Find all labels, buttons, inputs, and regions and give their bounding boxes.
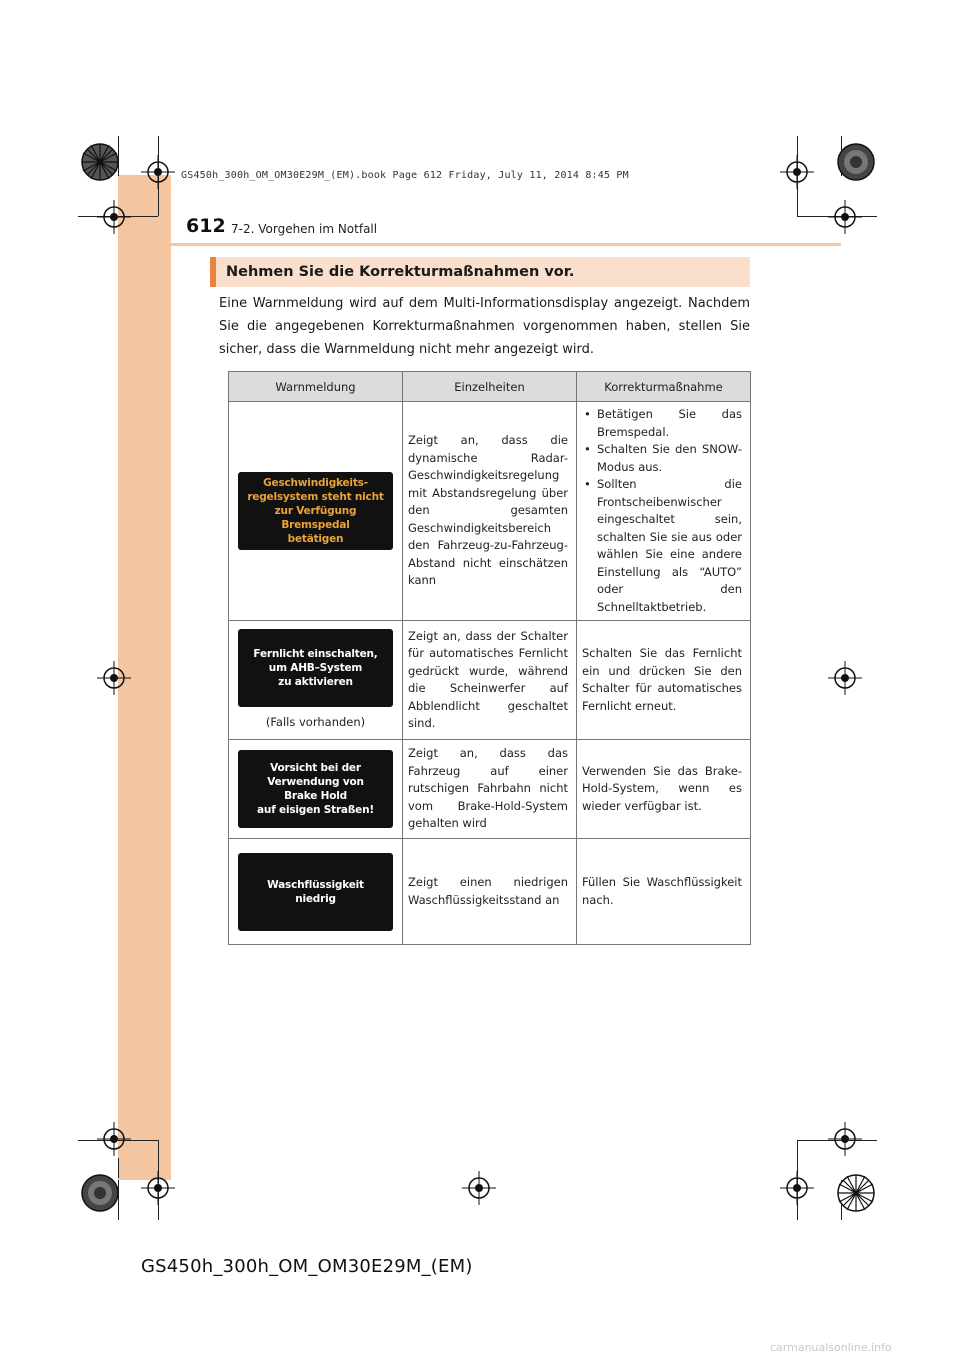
registration-mark-icon — [97, 200, 131, 234]
registration-mark-icon — [97, 1122, 131, 1156]
display-text-line: zu aktivieren — [278, 675, 353, 688]
action-cell: Schalten Sie das Fernlicht ein und drücken Sie den Schalter für automatisches Fernlicht erneut. — [577, 621, 751, 740]
registration-mark-icon — [828, 200, 862, 234]
header-rule — [118, 243, 841, 246]
site-watermark: carmanualsonline.info — [770, 1341, 892, 1354]
warning-display-cell — [229, 621, 403, 740]
page-number: 612 — [186, 215, 226, 237]
registration-mark-icon — [141, 155, 175, 189]
section-heading: Nehmen Sie die Korrekturmaßnahmen vor. — [210, 257, 750, 287]
action-bullet-list — [582, 406, 742, 616]
details-cell: Zeigt einen niedrigen Waschflüssigkeitsstand an — [403, 839, 577, 945]
list-item: • Schalten Sie den SNOW-Modus aus. — [582, 441, 742, 476]
warning-display-screen — [238, 472, 393, 550]
warning-display-cell — [229, 839, 403, 945]
registration-mark-icon — [780, 155, 814, 189]
print-dial-icon — [80, 142, 120, 182]
warning-display-screen — [238, 853, 393, 931]
display-text-line: Bremspedal — [281, 519, 350, 531]
warning-display-screen — [238, 750, 393, 828]
print-dial-icon — [80, 1173, 120, 1213]
details-cell: Zeigt an, dass das Fahrzeug auf einer rutschigen Fahrbahn nicht vom Brake-Hold-System gehalten wird — [403, 740, 577, 839]
column-header-warnmeldung: Warnmeldung — [229, 372, 403, 402]
warning-display-screen — [238, 629, 393, 707]
warning-display-cell — [229, 402, 403, 621]
table-row — [229, 402, 751, 621]
display-text-line: Vorsicht bei der — [270, 762, 361, 774]
display-text-line: betätigen — [287, 533, 344, 545]
print-dial-icon — [836, 1173, 876, 1213]
book-meta-line: GS450h_300h_OM_OM30E29M_(EM).book Page 612 Friday, July 11, 2014 8:45 PM — [181, 170, 629, 181]
display-text-line: um AHB–System — [268, 661, 363, 674]
list-item: • Sollten die Frontscheibenwischer eingeschaltet sein, schalten Sie sie aus oder wählen Sie eine andere Einstellung als “AUTO” oder den Schnelltaktbetrieb. — [582, 476, 742, 616]
display-text-line: auf eisigen Straßen! — [257, 804, 374, 816]
chapter-title: 7-2. Vorgehen im Notfall — [231, 222, 378, 236]
display-text-line: regelsystem steht nicht — [247, 491, 384, 503]
display-text-line: Fernlicht einschalten, — [253, 647, 378, 660]
table-header-row — [229, 372, 751, 402]
table-row — [229, 740, 751, 839]
warning-message-table — [228, 371, 751, 945]
registration-mark-icon — [780, 1171, 814, 1205]
display-text-line: niedrig — [295, 892, 336, 905]
action-cell: Verwenden Sie das Brake-Hold-System, wenn es wieder verfügbar ist. — [577, 740, 751, 839]
warning-display-cell — [229, 740, 403, 839]
table-row — [229, 621, 751, 740]
display-text-line: Brake Hold — [284, 790, 347, 802]
display-text-line: Geschwindigkeits- — [263, 477, 368, 489]
column-header-korrekturmassnahme: Korrekturmaßnahme — [577, 372, 751, 402]
availability-note: (Falls vorhanden) — [265, 714, 366, 729]
display-text-line: Verwendung von — [267, 776, 364, 788]
registration-mark-icon — [97, 661, 131, 695]
registration-mark-icon — [462, 1171, 496, 1205]
registration-mark-icon — [828, 661, 862, 695]
display-text-line: zur Verfügung — [274, 505, 357, 517]
list-item: • Betätigen Sie das Bremspedal. — [582, 406, 742, 441]
registration-mark-icon — [828, 1122, 862, 1156]
table-row — [229, 839, 751, 945]
registration-mark-icon — [141, 1171, 175, 1205]
print-dial-icon — [836, 142, 876, 182]
intro-paragraph: Eine Warnmeldung wird auf dem Multi-Informationsdisplay angezeigt. Nachdem Sie die angegebenen Korrekturmaßnahmen vorgenommen haben, stellen Sie sicher, dass die Warnmeldung nicht mehr angezeigt wird. — [219, 296, 750, 357]
action-cell — [577, 402, 751, 621]
details-cell: Zeigt an, dass der Schalter für automatisches Fernlicht gedrückt wurde, während die Scheinwerfer auf Abblendlicht geschaltet sind. — [403, 621, 577, 740]
column-header-einzelheiten: Einzelheiten — [403, 372, 577, 402]
details-cell: Zeigt an, dass die dynamische Radar-Geschwindigkeitsregelung mit Abstandsregelung über den gesamten Geschwindigkeitsbereich den Fahrzeug-zu-Fahrzeug-Abstand nicht einschätzen kann — [403, 402, 577, 621]
action-cell: Füllen Sie Waschflüssigkeit nach. — [577, 839, 751, 945]
footer-manual-code: GS450h_300h_OM_OM30E29M_(EM) — [141, 1256, 473, 1277]
display-text-line: Waschflüssigkeit — [267, 878, 364, 891]
